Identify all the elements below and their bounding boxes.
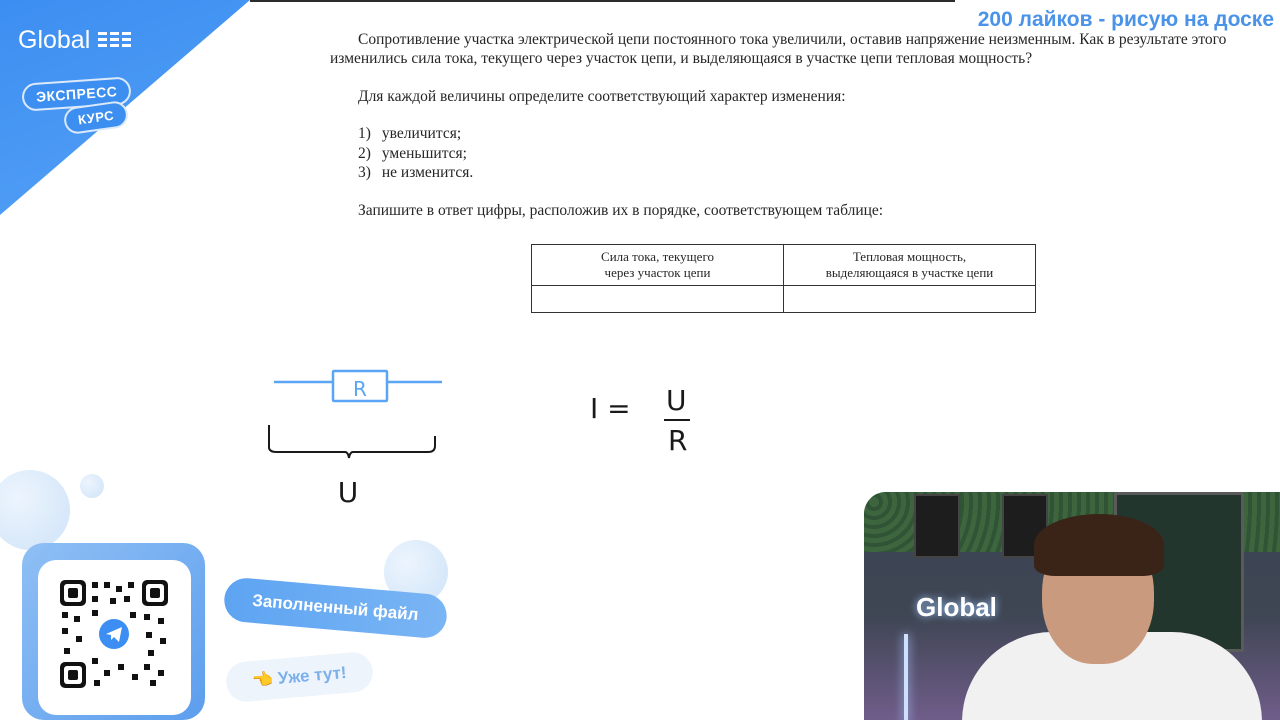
answer-table-header: Сила тока, текущего через участок цепи [532, 245, 784, 286]
portrait-frame [914, 494, 960, 558]
presenter-hair [1034, 514, 1164, 576]
voltage-brace [269, 425, 435, 458]
instruction-paragraph: Для каждой величины определите соответствующий характер изменения: [358, 88, 846, 105]
already-here-label: 👈 Уже тут! [225, 651, 375, 704]
neon-lamp [904, 634, 908, 720]
filled-file-button[interactable]: Заполненный файл [223, 576, 449, 639]
option-item: 2) уменьшится; [358, 144, 467, 162]
option-item: 1) увеличится; [358, 125, 462, 142]
neon-logo: Global [916, 592, 997, 622]
express-pill: ЭКСПРЕСС [21, 76, 132, 112]
course-pill: КУРС [62, 100, 129, 136]
webcam-feed [864, 492, 1280, 720]
option-item: 3) не изменится. [358, 164, 474, 181]
voltage-label: U [337, 476, 359, 509]
ohm-formula-numerator: U [666, 384, 687, 417]
promo-headline: 200 лайков - рисую на доске [977, 8, 1274, 31]
ohm-formula-lhs: I = [590, 392, 631, 425]
qr-code-icon[interactable] [58, 578, 170, 690]
ohm-formula-denominator: R [668, 424, 688, 457]
answer-table-header: Тепловая мощность, выделяющаяся в участке цепи [784, 245, 1036, 286]
resistor-label: R [353, 377, 367, 401]
answer-instruction: Запишите в ответ цифры, расположив их в порядке, соответствующем таблице: [358, 201, 884, 219]
brand-logo-text: Global [18, 26, 91, 54]
problem-paragraph: Сопротивление участка электрической цепи постоянного тока увеличили, оставив напряжение неизменным. Как в результате этого изменились сила тока, текущего через участок цепи, и выделяющаяся в участке цепи тепловая мощность? [330, 31, 1227, 67]
